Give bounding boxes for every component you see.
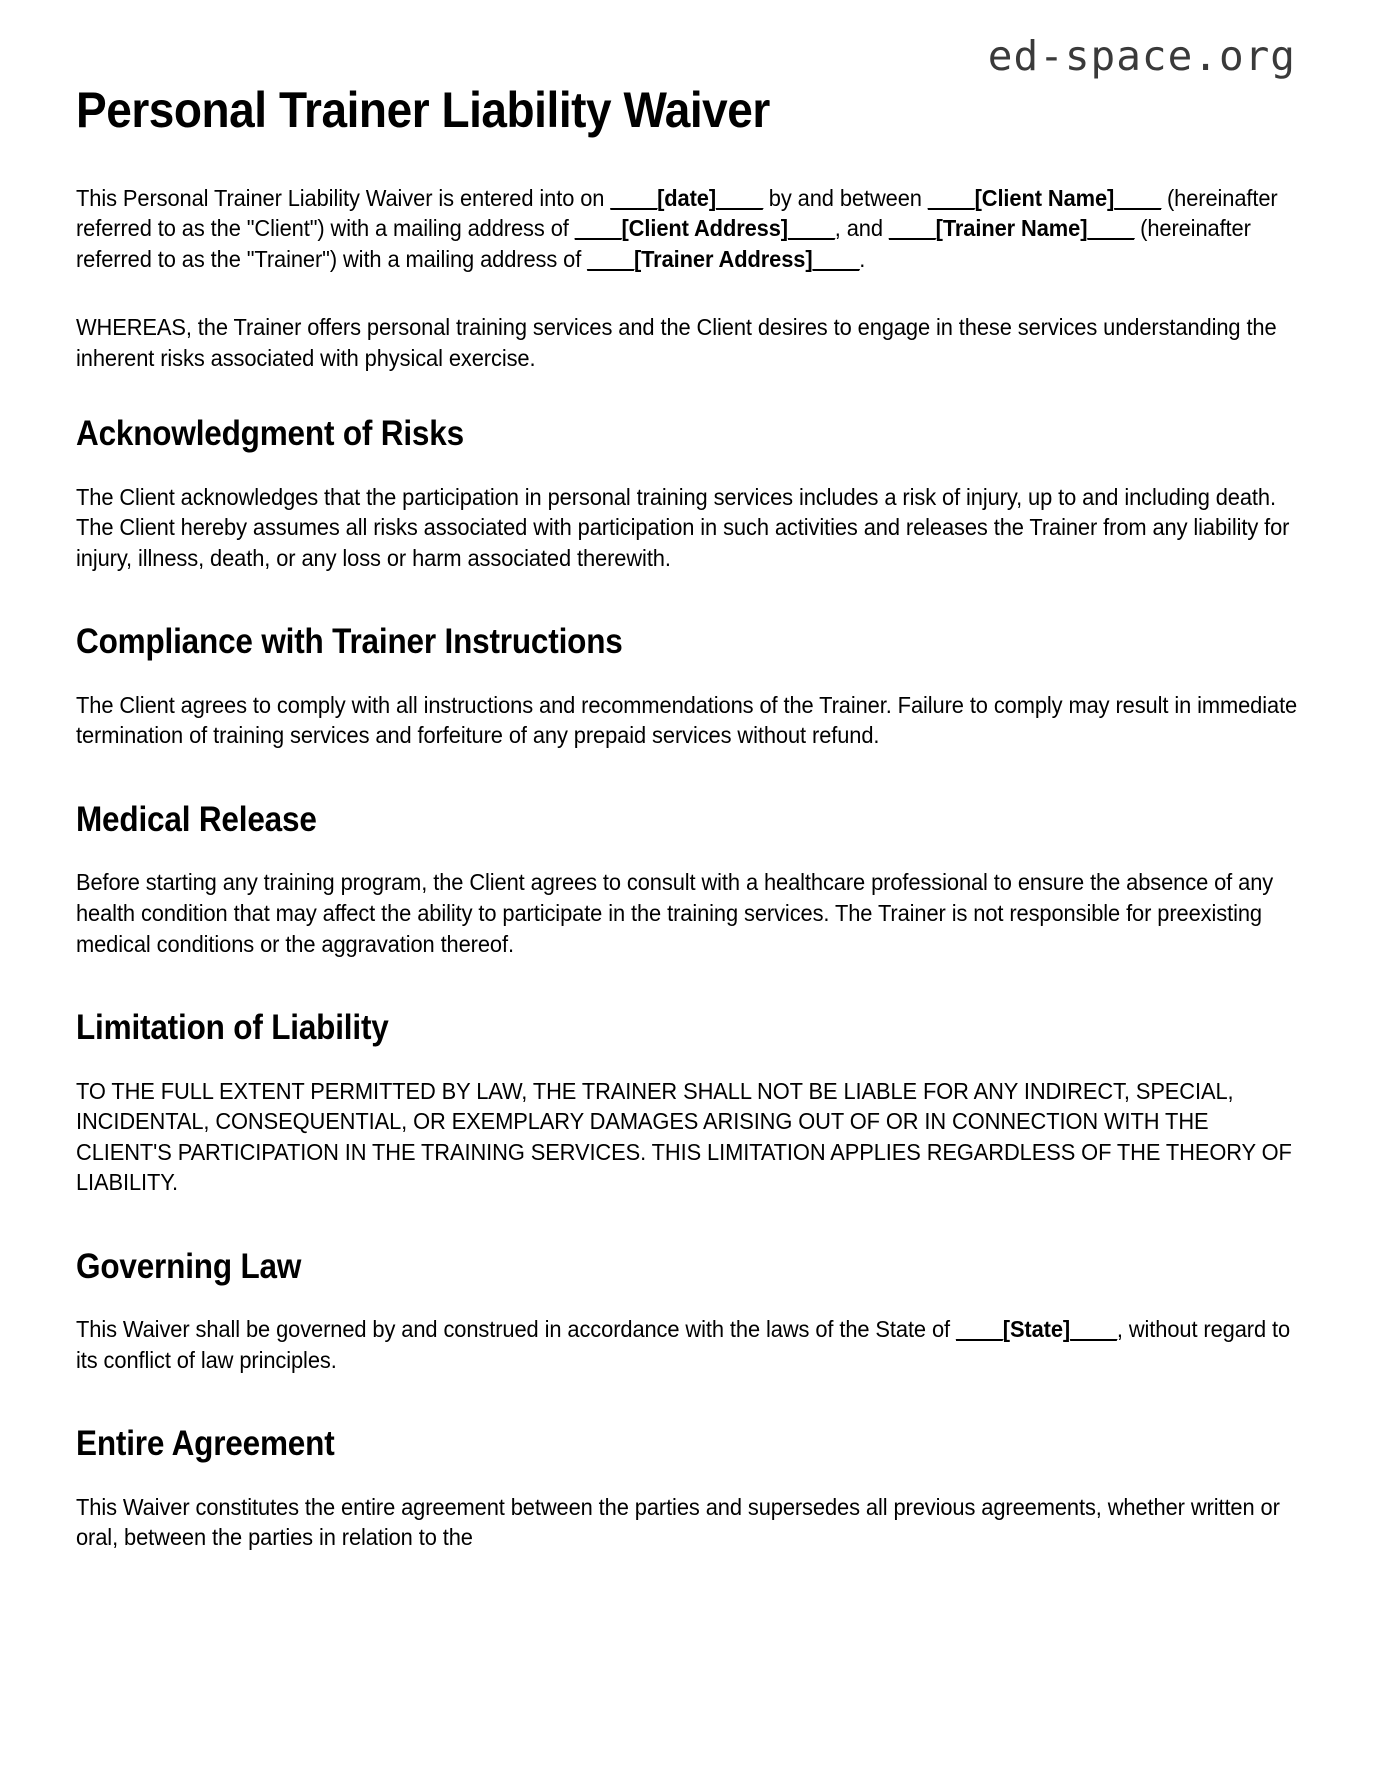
site-watermark: ed-space.org	[987, 32, 1296, 80]
heading-limitation-of-liability: Limitation of Liability	[76, 1008, 389, 1048]
heading-entire-agreement: Entire Agreement	[76, 1424, 335, 1464]
blank-client-address-lead: ____	[574, 215, 622, 242]
blank-client-name-trail: ____	[1114, 184, 1161, 211]
placeholder-client-name: [Client Name]	[974, 184, 1115, 211]
blank-date-trail: ____	[716, 184, 763, 211]
heading-acknowledgment-of-risks: Acknowledgment of Risks	[76, 414, 464, 454]
governing-law-text-2: , without regard to its conflict of law principles.	[76, 1316, 1291, 1373]
heading-medical-release: Medical Release	[76, 799, 317, 839]
intro-text-5: (hereinafter referred to as the "Trainer") with a mailing address of	[76, 215, 1251, 272]
intro-text-1: This Personal Trainer Liability Waiver is entered into on	[76, 184, 611, 211]
intro-text-3: (hereinafter referred to as the "Client") with a mailing address of	[76, 184, 1278, 242]
blank-trainer-address-trail: ____	[812, 245, 860, 272]
paragraph-medical-release: Before starting any training program, the Client agrees to consult with a healthcare professional to ensure the absence of any health condition that may affect the ability to participate in the training services. The Trainer is not responsible for preexisting medical conditions or the aggravation thereof.	[76, 869, 1274, 957]
paragraph-acknowledgment-of-risks: The Client acknowledges that the participation in personal training services includes a risk of injury, up to and including death. The Client hereby assumes all risks associated with participation in such activities and releases the Trainer from any liability for injury, illness, death, or any loss or harm associated therewith.	[76, 483, 1290, 571]
paragraph-limitation-of-liability: TO THE FULL EXTENT PERMITTED BY LAW, THE TRAINER SHALL NOT BE LIABLE FOR ANY INDIRECT, SPECIAL, INCIDENTAL, CONSEQUENTIAL, OR EXEMPLARY DAMAGES ARISING OUT OF OR IN CONNECTION WITH THE CLIENT'S PARTICIPATION IN THE TRAINING SERVICES. THIS LIMITATION APPLIES REGARDLESS OF THE THEORY OF LIABILITY.	[76, 1077, 1292, 1196]
whereas-paragraph: WHEREAS, the Trainer offers personal training services and the Client desires to engage in these services understanding the inherent risks associated with physical exercise.	[76, 314, 1277, 371]
placeholder-trainer-address: [Trainer Address]	[633, 245, 813, 272]
blank-trainer-address-lead: ____	[587, 245, 634, 272]
paragraph-governing-law	[76, 1314, 1298, 1375]
heading-governing-law: Governing Law	[76, 1246, 302, 1286]
intro-text-6: .	[859, 245, 866, 272]
intro-paragraph	[76, 183, 1298, 275]
placeholder-state: [State]	[1002, 1316, 1071, 1343]
blank-client-address-trail: ____	[787, 215, 835, 242]
blank-date-lead: ____	[610, 184, 658, 211]
paragraph-compliance-with-trainer-instructions: The Client agrees to comply with all instructions and recommendations of the Trainer. Failure to comply may result in immediate termination of training services and forfeiture of any prepaid services without refund.	[76, 691, 1298, 749]
blank-trainer-name-trail: ____	[1087, 215, 1135, 242]
blank-state-trail: ____	[1070, 1316, 1117, 1343]
intro-text-2: by and between	[762, 184, 928, 211]
blank-state-lead: ____	[955, 1316, 1003, 1343]
intro-text-4: , and	[834, 215, 889, 242]
heading-compliance-with-trainer-instructions: Compliance with Trainer Instructions	[76, 622, 623, 662]
placeholder-client-address: [Client Address]	[621, 215, 788, 242]
placeholder-trainer-name: [Trainer Name]	[935, 215, 1088, 242]
blank-trainer-name-lead: ____	[888, 215, 936, 242]
paragraph-entire-agreement: This Waiver constitutes the entire agreement between the parties and supersedes all previous agreements, whether written or oral, between the parties in relation to the	[76, 1493, 1280, 1551]
placeholder-date: [date]	[657, 184, 717, 211]
document-body	[76, 183, 1298, 1553]
governing-law-text-1: This Waiver shall be governed by and construed in accordance with the laws of the State of	[76, 1316, 956, 1343]
blank-client-name-lead: ____	[927, 184, 975, 211]
page-title: Personal Trainer Liability Waiver	[76, 82, 770, 138]
